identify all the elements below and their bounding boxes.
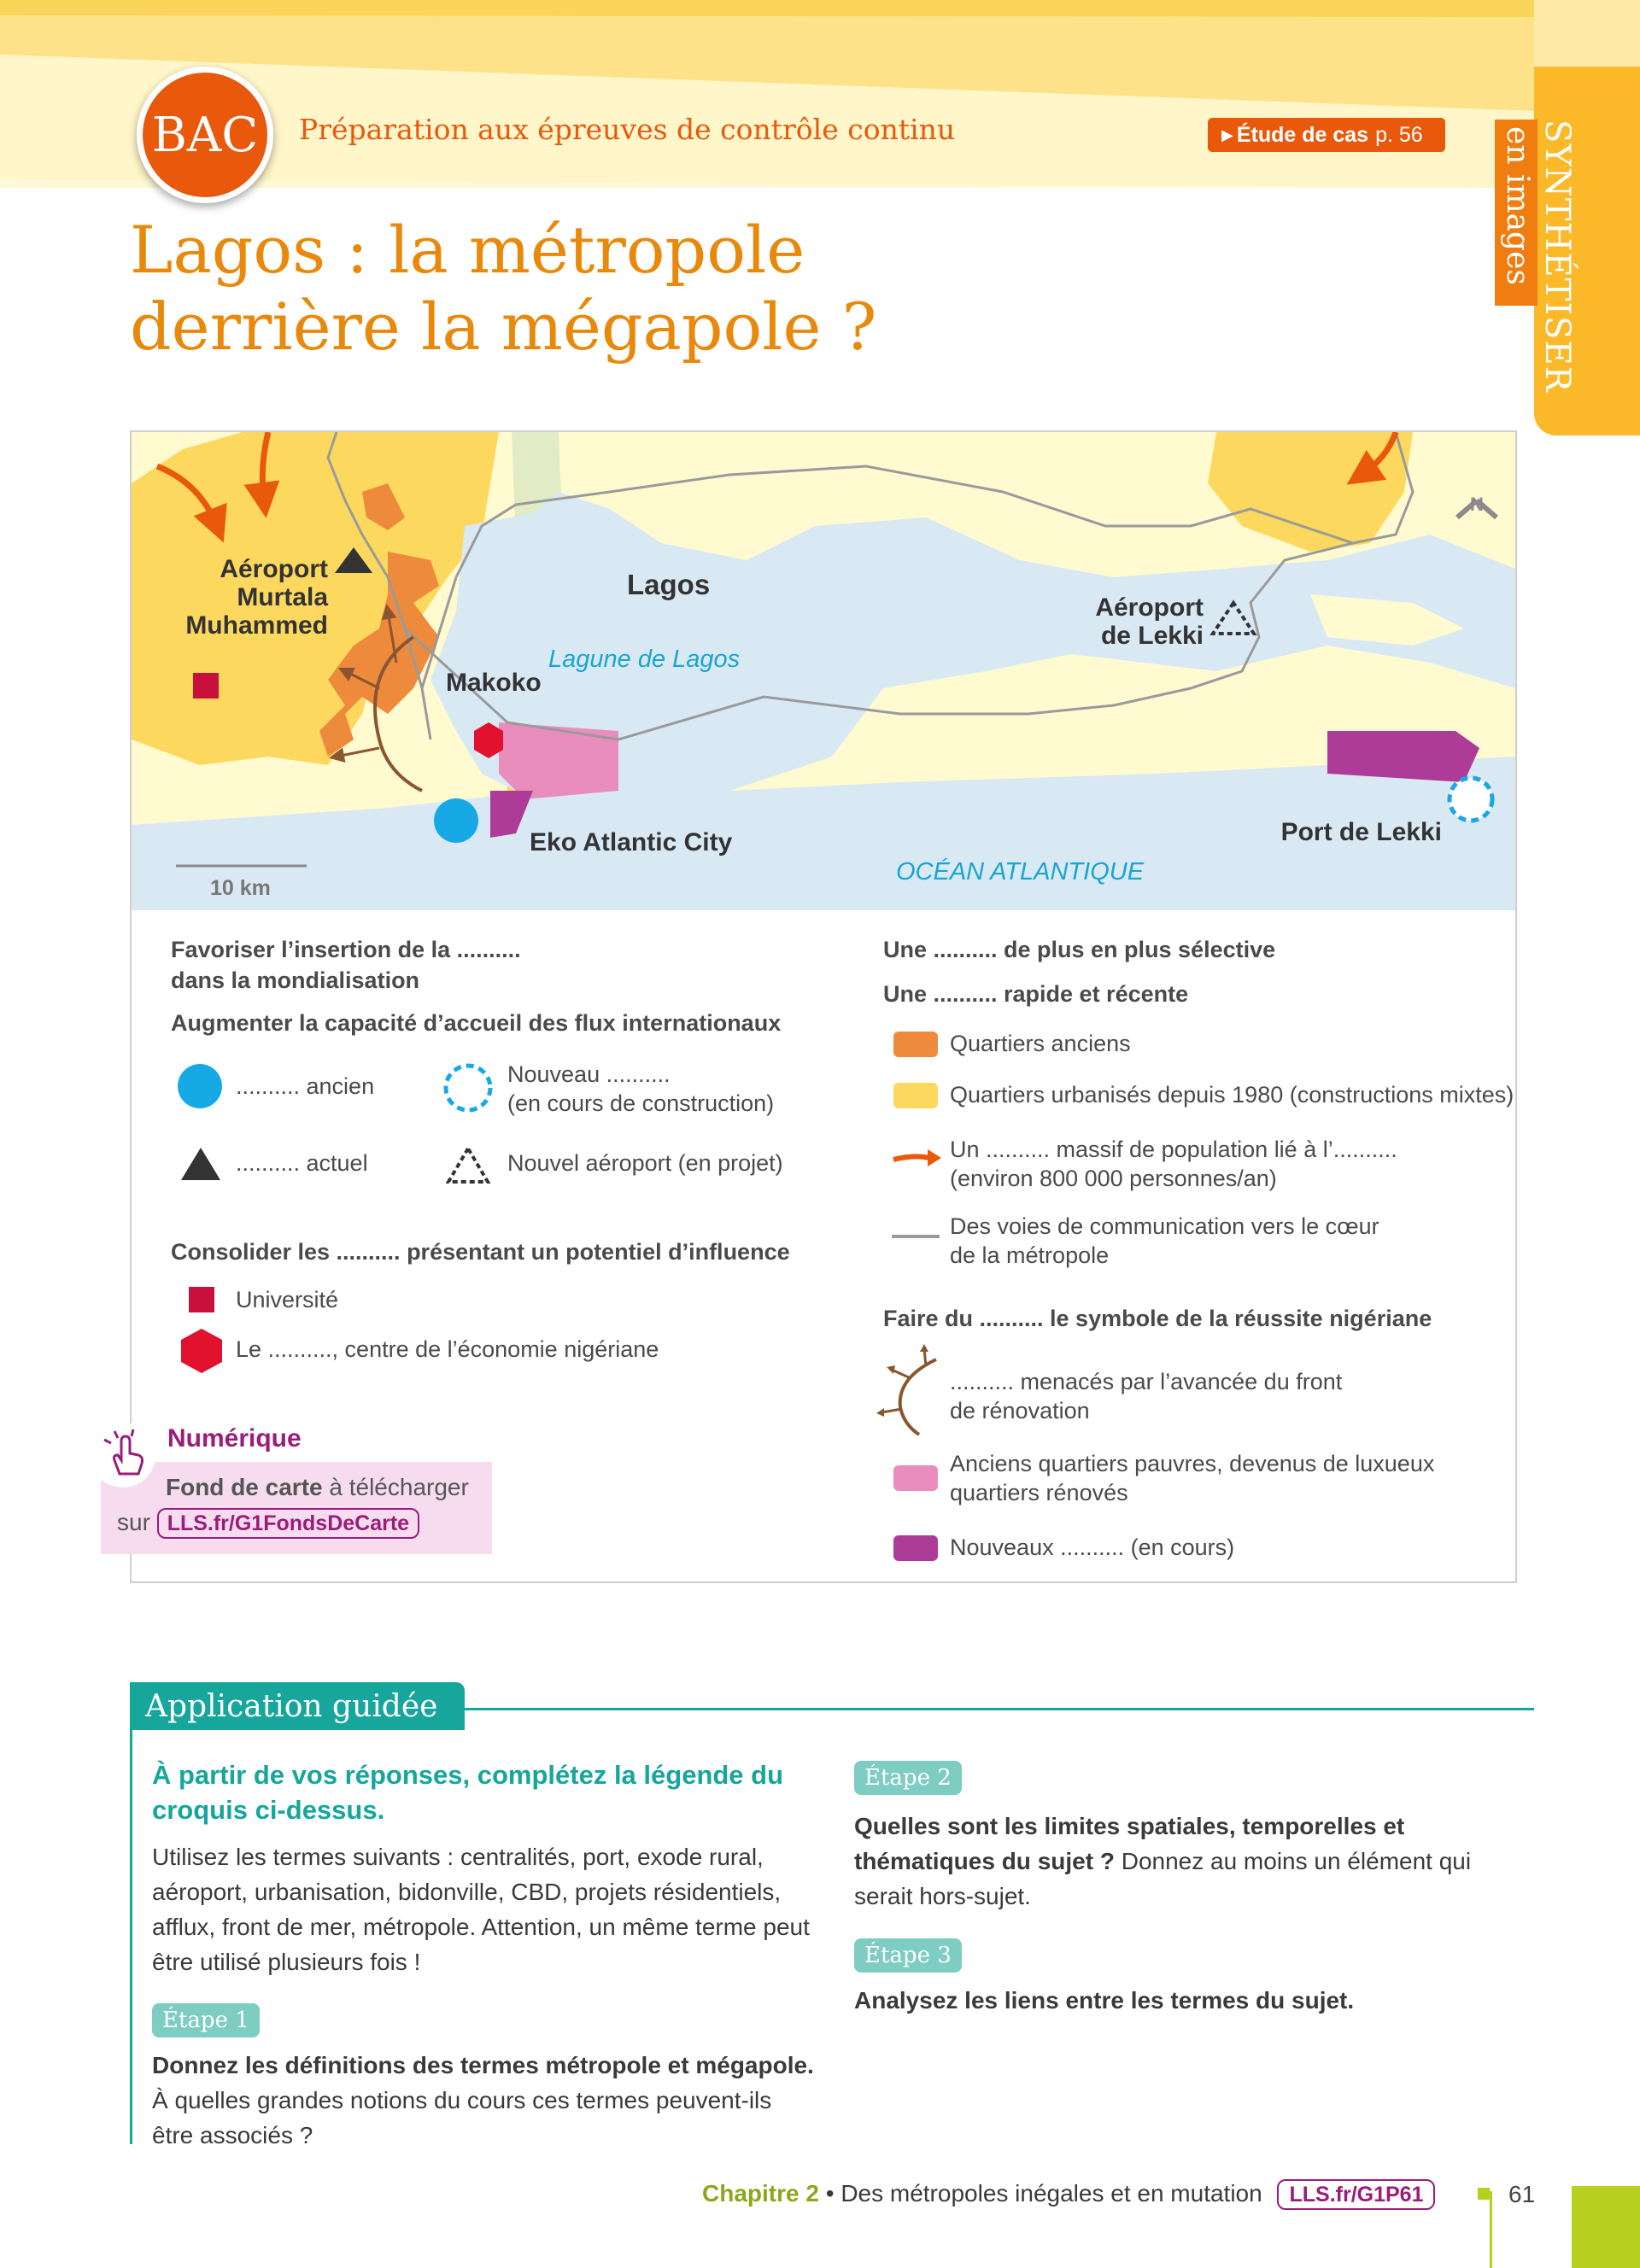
legend-new-port-icon [442, 1062, 494, 1114]
footer-square [1478, 2188, 1490, 2200]
legend-old-quarters: Quartiers anciens [950, 1031, 1131, 1056]
hand-pointer-icon [89, 1421, 157, 1489]
legend-front-arc-icon [876, 1342, 950, 1436]
legend-new-projects: Nouveaux .......... (en cours) [950, 1534, 1235, 1560]
svg-text:Aéroport [220, 555, 328, 583]
legend-old-port-icon [176, 1062, 224, 1110]
legend-airport-icon [179, 1146, 222, 1184]
etape-2-badge: Étape 2 [854, 1761, 962, 1795]
play-triangle-icon: ▶ [1221, 126, 1233, 143]
legend-urban-1980: Quartiers urbanisés depuis 1980 (constructions mixtes) [950, 1082, 1514, 1108]
legend-roads-2: de la métropole [950, 1242, 1110, 1268]
label-airport-murtala-3: Muhammed [185, 611, 328, 640]
lagos-map [132, 432, 1515, 910]
label-port-lekki: Port de Lekki [1280, 818, 1442, 846]
title-line-2: derrière la mégapole ? [130, 289, 877, 365]
bac-badge-label: BAC [151, 107, 259, 163]
etude-label: Étude de cas [1236, 122, 1369, 147]
footer-chapter-title: Des métropoles inégales et en mutation [840, 2180, 1262, 2207]
side-tab-title [1538, 120, 1589, 410]
numerique-line-2 [117, 1508, 419, 1539]
numerique-text: à télécharger [322, 1474, 469, 1500]
legend-roads-1: Des voies de communication vers le cœur [950, 1213, 1379, 1239]
legend-threat-1: .......... menacés par l’avancée du front [950, 1369, 1343, 1394]
legend-university: Université [236, 1287, 339, 1312]
footer-chapter [702, 2179, 1435, 2210]
application-tab: Application guidée [130, 1682, 465, 1730]
etape-1-text: À quelles grandes notions du cours ces termes peuvent-ils être associés ? [152, 2087, 772, 2148]
legend-new-port-2: (en cours de construction) [507, 1090, 775, 1116]
map-frame [130, 430, 1517, 1583]
etape-3-badge: Étape 3 [854, 1938, 962, 1973]
legend-renovated-2: quartiers rénovés [950, 1480, 1128, 1505]
svg-text:de Lekki [1101, 622, 1204, 650]
etape-3-content [854, 1983, 1503, 2018]
legend-road-icon [892, 1233, 940, 1240]
legend-urban-1980-icon [892, 1081, 940, 1110]
legend-new-airport: Nouvel aéroport (en projet) [507, 1150, 783, 1176]
numerique-bold: Fond de carte [166, 1474, 323, 1500]
side-tab-subtitle [1495, 120, 1538, 306]
legend-flow-2: (environ 800 000 personnes/an) [950, 1166, 1277, 1191]
legend-cbd: Le .........., centre de l’économie nigériane [236, 1336, 659, 1362]
label-makoko: Makoko [446, 669, 542, 697]
legend-old-port: .......... ancien [236, 1073, 375, 1099]
svg-text:N [1470, 494, 1484, 515]
etape-1-content [152, 2048, 818, 2153]
label-airport-lekki-1: Aéroport [1095, 593, 1204, 622]
etape-2-content [854, 1809, 1503, 1914]
side-title-text: SYNTHÉTISER [1538, 120, 1577, 393]
label-lagos: Lagos [627, 569, 711, 600]
legend-old-quarters-icon [892, 1030, 940, 1059]
legend-renovated-1: Anciens quartiers pauvres, devenus de luxueux [950, 1451, 1435, 1476]
page-number: 61 [1508, 2181, 1536, 2207]
legend-right-sub-1: Une .......... rapide et récente [883, 981, 1189, 1007]
legend-new-projects-icon [892, 1534, 940, 1563]
etude-de-cas-link[interactable] [1208, 118, 1445, 152]
footer-link[interactable]: LLS.fr/G1P61 [1277, 2179, 1435, 2210]
numerique-title: Numérique [167, 1424, 302, 1453]
legend-threat-2: de rénovation [950, 1398, 1090, 1423]
old-port-circle [434, 798, 478, 843]
svg-text:Murtala [237, 583, 328, 611]
legend-left-sub-2: Consolider les .......... présentant un potentiel d’influence [171, 1239, 790, 1265]
application-question: À partir de vos réponses, complétez la légende du croquis ci-dessus. [152, 1760, 784, 1825]
label-ocean: OCÉAN ATLANTIQUE [896, 858, 1145, 886]
etape-2-bold: Quelles sont les limites spatiales, temporelles et thématiques du sujet ? [854, 1813, 1405, 1874]
numerique-line-1 [166, 1474, 469, 1501]
new-projects-lekki [1327, 731, 1479, 782]
side-subtitle-text: en images [1500, 126, 1535, 285]
legend-left-heading-2: dans la mondialisation [171, 967, 420, 993]
etape-2-text: Donnez au moins un élément qui serait hors-sujet. [854, 1848, 1472, 1909]
legend-flow-1: Un .......... massif de population lié à l’.......... [950, 1137, 1397, 1162]
footer-separator: • [818, 2180, 841, 2207]
label-airport-murtala-1: Aéroport [220, 555, 328, 583]
university-marker [193, 673, 219, 699]
footer-chapter-label: Chapitre 2 [702, 2180, 819, 2207]
legend-university-icon [188, 1286, 215, 1313]
legend-flow-arrow-icon [890, 1146, 943, 1170]
label-airport-murtala-2: Murtala [237, 583, 328, 611]
legend-new-airport-icon [446, 1146, 490, 1185]
svg-text:Lagos [627, 569, 710, 600]
title-line-1: Lagos : la métropole [130, 212, 805, 288]
svg-text:10 km [210, 876, 271, 900]
numerique-prefix: sur [117, 1509, 157, 1535]
etape-3-bold: Analysez les liens entre les termes du sujet. [854, 1987, 1355, 2014]
renovated-quarters [499, 722, 618, 799]
legend-cbd-icon [178, 1327, 226, 1375]
label-airport-lekki-2: de Lekki [1100, 622, 1204, 650]
label-scale: 10 km [210, 876, 271, 900]
svg-text:OCÉAN ATLANTIQUE [896, 857, 1145, 886]
page-title [130, 212, 876, 365]
label-eko: Eko Atlantic City [530, 828, 733, 856]
etape-1-bold: Donnez les définitions des termes métropole et mégapole. [152, 2052, 814, 2078]
side-tab-top [1534, 0, 1640, 72]
legend-new-port-1: Nouveau .......... [507, 1061, 671, 1087]
legend-right-heading: Une .......... de plus en plus sélective [883, 937, 1276, 962]
svg-text:Eko Atlantic City [530, 828, 733, 856]
etape-1-badge: Étape 1 [152, 2003, 260, 2037]
bac-badge [137, 67, 273, 203]
label-lagune: Lagune de Lagos [548, 646, 741, 673]
legend-left-sub-1: Augmenter la capacité d’accueil des flux internationaux [171, 1010, 782, 1036]
legend-airport-now: .......... actuel [236, 1150, 368, 1176]
new-port-circle [1450, 778, 1492, 821]
fonds-de-carte-link[interactable]: LLS.fr/G1FondsDeCarte [157, 1508, 419, 1539]
application-instructions: Utilisez les termes suivants : centralités, port, exode rural, aéroport, urbanisation, bidonville, CBD, projets résidentiels, afflux, front de mer, métropole. Attention, un même terme peut être utilisé plusieurs fois ! [152, 1844, 810, 1975]
svg-text:Makoko [446, 669, 542, 697]
svg-text:Lagune de Lagos [548, 646, 740, 673]
etude-page: p. 56 [1375, 122, 1423, 147]
svg-text:Port de Lekki [1281, 818, 1442, 846]
legend-renovated-icon [892, 1464, 940, 1493]
legend-right-sub-2: Faire du .......... le symbole de la réussite nigériane [883, 1306, 1432, 1331]
application-left-rule [130, 1730, 132, 2144]
svg-text:Muhammed [185, 611, 328, 640]
label-north: N [1470, 494, 1484, 515]
application-rule [465, 1708, 1534, 1710]
header-subtitle: Préparation aux épreuves de contrôle continu [299, 113, 956, 146]
footer-bar [1490, 2191, 1492, 2268]
legend-left-heading-1: Favoriser l’insertion de la .......... [171, 937, 521, 962]
svg-text:Aéroport [1095, 593, 1204, 622]
footer-green-block [1572, 2186, 1640, 2268]
